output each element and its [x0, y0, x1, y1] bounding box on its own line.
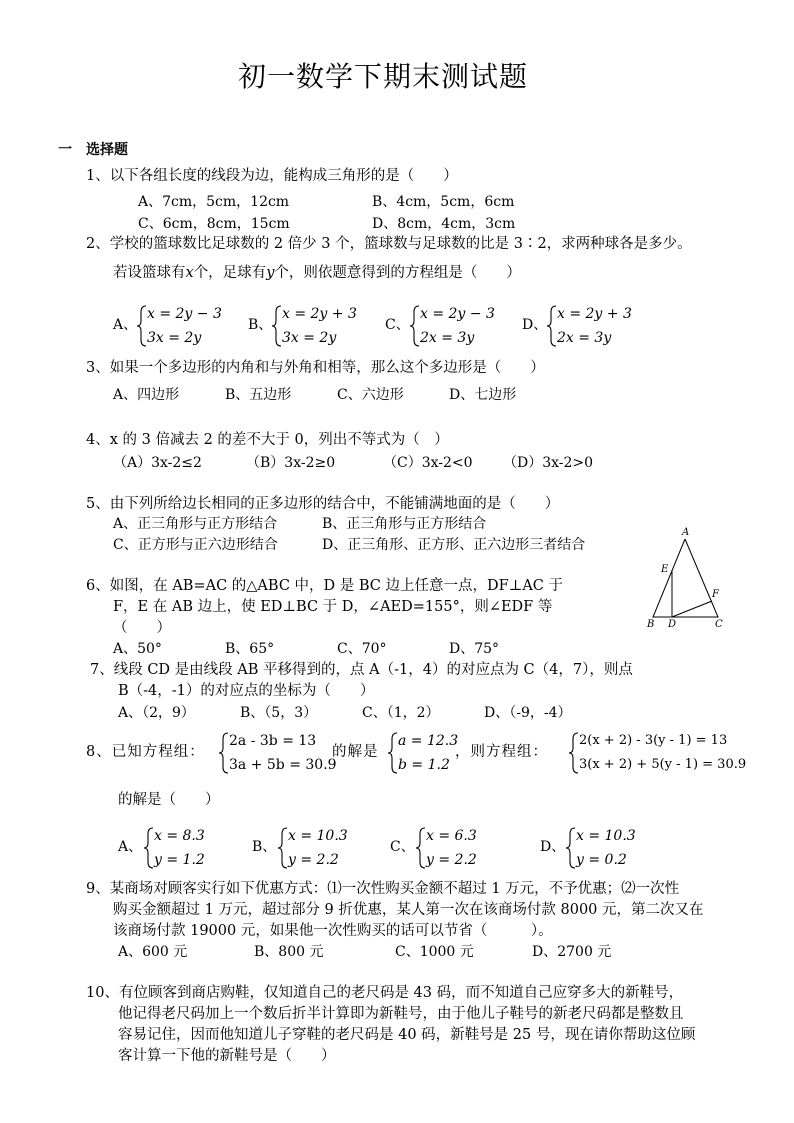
- question-stem: 8、已知方程组：: [86, 744, 205, 760]
- point-d-label: D: [668, 619, 677, 630]
- equation-2: y = 2.2: [426, 852, 477, 868]
- option-c: C、六边形: [337, 387, 404, 403]
- question-stem: 6、如图，在 AB=AC 的△ABC 中，D 是 BC 边上任意一点，DF⊥AC 于: [86, 578, 564, 594]
- equation-1: x = 2y + 3: [557, 306, 632, 322]
- question-stem-line3: 该商场付款 19000 元，如果他一次性购买的话可以节省（ ）。: [113, 923, 553, 939]
- equation-2: 3(x + 2) + 5(y - 1) = 30.9: [579, 757, 747, 772]
- point-f-label: F: [712, 589, 719, 600]
- equation-2: y = 0.2: [576, 852, 627, 868]
- question-stem: 4、x 的 3 倍减去 2 的差不大于 0，列出不等式为（ ）: [86, 432, 449, 448]
- given-system: [218, 731, 337, 775]
- option-b-label: B、: [248, 317, 273, 333]
- stem-text: 个，足球有: [193, 265, 267, 281]
- question-stem: 1、以下各组长度的线段为边，能构成三角形的是（ ）: [86, 168, 458, 184]
- equation-2: b = 1.2: [398, 757, 450, 773]
- option-b: B、正三角形与正方形结合: [322, 516, 487, 532]
- option-d-label: D、: [540, 839, 566, 855]
- stem-text: 若设篮球有: [113, 265, 186, 281]
- equation-1: x = 10.3: [576, 828, 636, 844]
- option-d: （D）3x-2>0: [503, 455, 594, 471]
- option-d: D、75°: [449, 641, 500, 657]
- option-d: D、正三角形、正方形、正六边形三者结合: [322, 537, 586, 553]
- option-c-system: [409, 304, 509, 348]
- equation-1: x = 10.3: [288, 828, 348, 844]
- option-d-system: [546, 304, 646, 348]
- option-a-label: A、: [118, 839, 143, 855]
- option-b: B、五边形: [225, 387, 292, 403]
- question-stem-part: 的解是: [332, 744, 379, 760]
- point-e-label: E: [661, 564, 669, 575]
- option-c-system: [415, 826, 500, 870]
- equation-1: x = 8.3: [154, 828, 205, 844]
- question-stem-line3: 容易记住，因而他知道儿子穿鞋的老尺码是 40 码，新鞋号是 25 号，现在请你帮助这位顾: [118, 1027, 696, 1043]
- option-d-system: [565, 826, 655, 870]
- option-a: A、600 元: [118, 944, 188, 960]
- question-stem-line2: [113, 266, 521, 281]
- question-stem: 5、由下列所给边长相同的正多边形的结合中，不能铺满地面的是（ ）: [86, 496, 560, 512]
- triangle-figure: [640, 524, 732, 632]
- option-b: （B）3x-2≥0: [246, 455, 336, 471]
- given-solution: [387, 731, 462, 775]
- equation-1: x = 2y + 3: [282, 306, 357, 322]
- option-d: D、七边形: [449, 387, 517, 403]
- option-b: B、（5，3）: [240, 705, 318, 721]
- variable-y: y: [266, 265, 275, 281]
- option-a-label: A、: [113, 317, 138, 333]
- option-a: A、（2，9）: [118, 705, 195, 721]
- equation-2: 2x = 3y: [420, 330, 475, 346]
- equation-2: 3x = 2y: [282, 330, 337, 346]
- question-stem: 9、某商场对顾客实行如下优惠方式：⑴一次性购买金额不超过 1 万元，不予优惠；⑵一次性: [86, 881, 680, 897]
- question-stem-line3: （ ）: [113, 620, 171, 636]
- question-stem: 7、线段 CD 是由线段 AB 平移得到的，点 A（-1，4）的对应点为 C（4，7），则点: [90, 662, 633, 678]
- option-c: C、1000 元: [395, 944, 474, 960]
- question-stem-line2: B（-4，-1）的对应点的坐标为（ ）: [118, 683, 375, 699]
- equation-1: a = 12.3: [398, 733, 459, 749]
- option-a-system: [136, 304, 236, 348]
- equation-1: x = 6.3: [426, 828, 477, 844]
- section-heading: 一 选择题: [58, 142, 128, 158]
- option-b: B、65°: [225, 641, 275, 657]
- stem-text: 个，则依题意得到的方程组是（ ）: [274, 265, 521, 281]
- equation-2: 3x = 2y: [147, 330, 202, 346]
- vertex-a-label: A: [682, 527, 690, 538]
- equation-1: x = 2y − 3: [147, 306, 222, 322]
- question-stem: 10、有位顾客到商店购鞋，仅知道自己的老尺码是 43 码，而不知道自己应穿多大的新鞋号，: [86, 985, 684, 1001]
- equation-2: y = 2.2: [288, 852, 339, 868]
- option-d: D、2700 元: [532, 944, 612, 960]
- question-stem-line4: 客计算一下他的新鞋号是（ ）: [118, 1048, 336, 1064]
- option-d-label: D、: [522, 317, 548, 333]
- vertex-b-label: B: [647, 619, 655, 630]
- option-d: D、8cm，4cm，3cm: [372, 216, 516, 232]
- option-b-label: B、: [252, 839, 277, 855]
- question-stem-line2: 他记得老尺码加上一个数后折半计算即为新鞋号，由于他儿子鞋号的新老尺码都是整数且: [118, 1006, 684, 1022]
- target-system: [568, 731, 748, 775]
- option-c-label: C、: [390, 839, 415, 855]
- option-a-system: [143, 826, 228, 870]
- equation-1: 2(x + 2) - 3(y - 1) = 13: [579, 733, 728, 748]
- option-c: C、6cm，8cm，15cm: [138, 216, 290, 232]
- option-a: A、50°: [113, 641, 162, 657]
- page-title: 初一数学下期末测试题: [238, 60, 529, 93]
- option-a: A、7cm，5cm，12cm: [138, 194, 290, 210]
- variable-x: x: [185, 265, 194, 281]
- option-c: （C）3x-2<0: [383, 455, 473, 471]
- equation-2: 3a + 5b = 30.9: [229, 757, 337, 773]
- option-a: A、正三角形与正方形结合: [113, 516, 278, 532]
- equation-1: x = 2y − 3: [420, 306, 495, 322]
- vertex-c-label: C: [715, 619, 723, 630]
- equation-1: 2a - 3b = 13: [229, 733, 317, 749]
- option-b-system: [271, 304, 371, 348]
- option-c: C、70°: [337, 641, 387, 657]
- option-c: C、正方形与正六边形结合: [113, 537, 278, 553]
- option-b: B、800 元: [254, 944, 324, 960]
- equation-2: 2x = 3y: [557, 330, 612, 346]
- question-stem: 3、如果一个多边形的内角和与外角和相等，那么这个多边形是（ ）: [86, 360, 545, 376]
- option-a: （A）3x-2≤2: [113, 455, 202, 471]
- option-b-system: [277, 826, 367, 870]
- question-stem-part: ，则方程组：: [455, 744, 548, 760]
- option-a: A、四边形: [113, 387, 180, 403]
- option-b: B、4cm，5cm，6cm: [372, 194, 515, 210]
- option-d: D、（-9，-4）: [484, 705, 572, 721]
- option-c: C、（1，2）: [362, 705, 440, 721]
- question-stem-line2: F，E 在 AB 边上，使 ED⊥BC 于 D，∠AED=155°，则∠EDF 等: [113, 599, 553, 615]
- option-c-label: C、: [385, 317, 410, 333]
- equation-2: y = 1.2: [154, 852, 205, 868]
- question-stem-line2: 的解是（ ）: [118, 792, 220, 808]
- question-stem: 2、学校的篮球数比足球数的 2 倍少 3 个，篮球数与足球数的比是 3∶2，求两种球各是多少。: [86, 236, 692, 252]
- question-stem-line2: 购买金额超过 1 万元，超过部分 9 折优惠，某人第一次在该商场付款 8000 元，第二次又在: [113, 902, 704, 918]
